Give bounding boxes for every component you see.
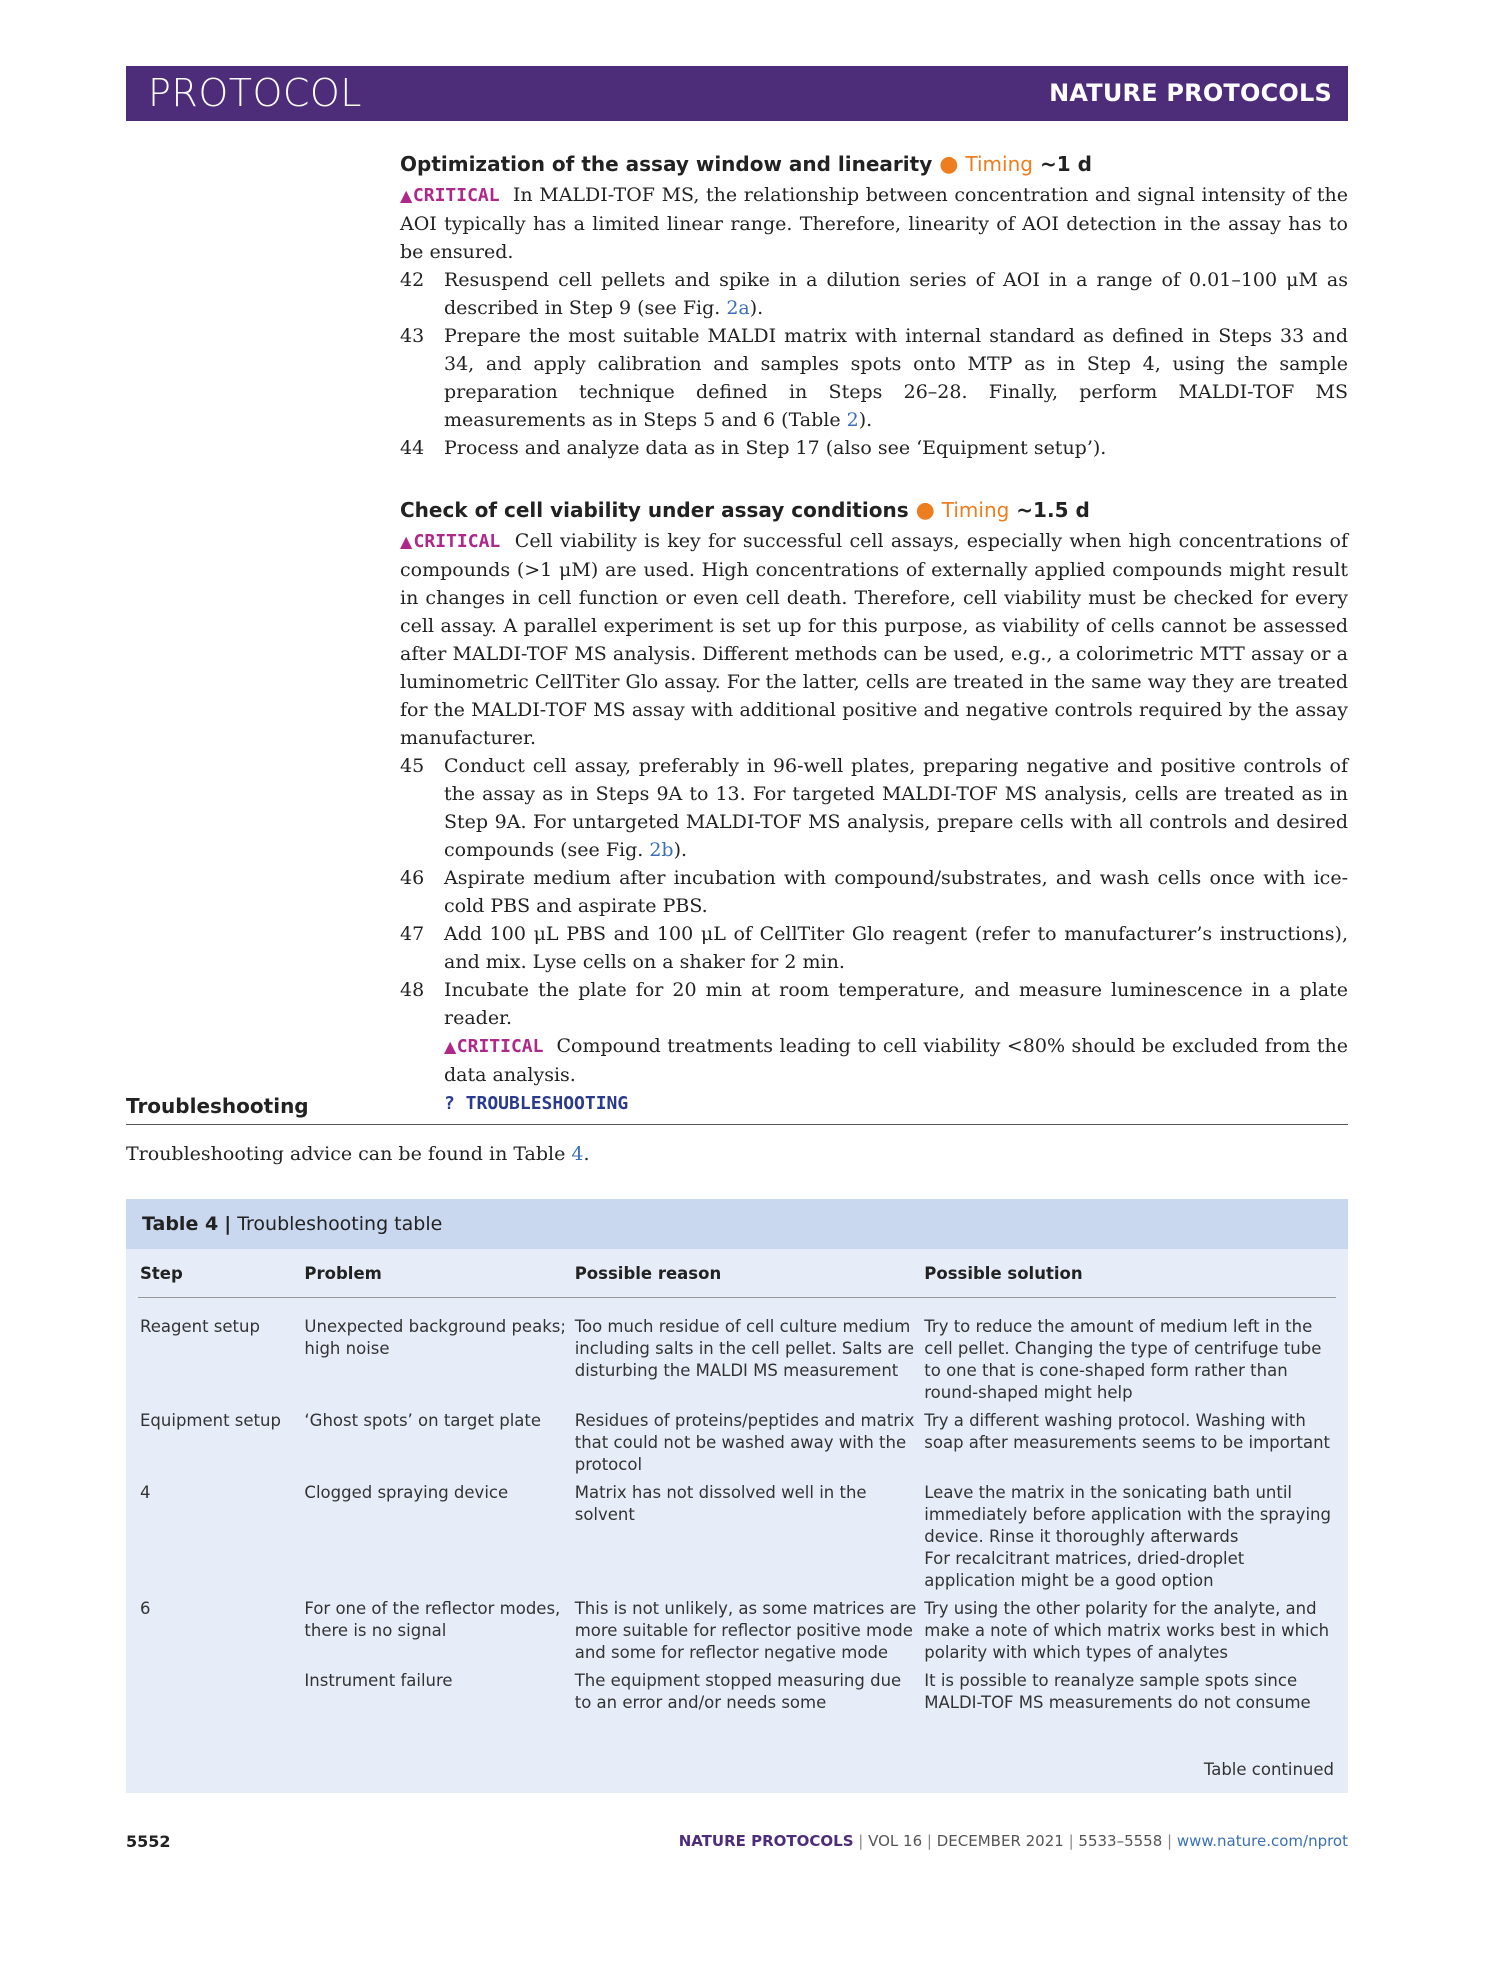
table-cell: Too much residue of cell culture medium including salts in the cell pellet. Salts are disturbing the MALDI MS measurement <box>574 1317 915 1380</box>
step-list <box>400 266 1348 462</box>
troubleshooting-heading: Troubleshooting <box>126 1094 1348 1125</box>
critical-label: CRITICAL <box>412 185 500 206</box>
step-text-end: ). <box>749 297 764 319</box>
table-title <box>126 1199 1348 1249</box>
step-number: 46 <box>400 867 425 889</box>
section-label: PROTOCOL <box>148 71 362 115</box>
section-title-text: Optimization of the assay window and linearity <box>400 152 933 176</box>
table-link[interactable]: 2 <box>846 409 859 431</box>
step-text: Aspirate medium after incubation with compound/substrates, and wash cells once with ice-cold PBS and aspirate PBS. <box>444 867 1348 917</box>
table-cell: 6 <box>140 1599 151 1618</box>
table-continued-note: Table continued <box>1203 1760 1334 1779</box>
table-cell: Instrument failure <box>304 1671 453 1690</box>
table-cell: Clogged spraying device <box>304 1483 509 1502</box>
step-item <box>400 434 1348 462</box>
column-header: Step <box>138 1249 302 1298</box>
table-cell: For one of the reflector modes, there is no signal <box>304 1599 561 1640</box>
page-header <box>126 66 1348 121</box>
timing-dot-icon: ● <box>939 152 959 177</box>
footer-pages: 5533–5558 <box>1078 1832 1163 1850</box>
table-title-separator: | <box>224 1213 232 1235</box>
column-header: Possible solution <box>922 1249 1336 1298</box>
figure-link[interactable]: 2a <box>726 297 750 319</box>
table-row <box>138 1410 1336 1482</box>
critical-triangle-icon: ▲ <box>444 1037 457 1056</box>
table-link[interactable]: 4 <box>571 1143 584 1165</box>
table-cell: Try using the other polarity for the analyte, and make a note of which matrix works best in which polarity with which types of analytes <box>924 1599 1330 1662</box>
critical-label: CRITICAL <box>413 531 501 552</box>
critical-note <box>400 527 1348 752</box>
table-cell: The equipment stopped measuring due to an error and/or needs some <box>574 1671 902 1712</box>
step-text: Prepare the most suitable MALDI matrix with internal standard as defined in Steps 33 and 34, and apply calibration and samples spots onto MTP as in Step 4, using the sample preparation technique defined in Steps 26–28. Finally, perform MALDI-TOF MS measurements as in Steps 5 and 6 (Table <box>444 325 1348 431</box>
step-text: Conduct cell assay, preferably in 96-well plates, preparing negative and positive controls of the assay as in Steps 9A to 13. For targeted MALDI-TOF MS analysis, cells are treated as in Step 9A. For untargeted MALDI-TOF MS analysis, prepare cells with all controls and desired compounds (see Fig. <box>444 755 1348 861</box>
timing-value: ~1 d <box>1039 152 1092 176</box>
troubleshooting-intro <box>126 1140 590 1168</box>
table-cell: Equipment setup <box>140 1411 281 1430</box>
table-title-text: Troubleshooting table <box>237 1213 443 1235</box>
step-text: Resuspend cell pellets and spike in a dilution series of AOI in a range of 0.01–100 μM as described in Step 9 (see Fig. <box>444 269 1348 319</box>
critical-label: CRITICAL <box>456 1036 544 1057</box>
column-header: Problem <box>302 1249 572 1298</box>
table-cell: Residues of proteins/peptides and matrix that could not be washed away with the protocol <box>574 1411 915 1474</box>
critical-triangle-icon: ▲ <box>400 532 414 551</box>
table-number: Table 4 <box>142 1213 219 1235</box>
footer-citation: NATURE PROTOCOLS | VOL 16 | DECEMBER 2021 | 5533–5558 | www.nature.com/nprot <box>678 1832 1348 1850</box>
step-item <box>400 752 1348 864</box>
step-list <box>400 752 1348 1118</box>
step-text-end: ). <box>673 839 688 861</box>
step-text: Add 100 μL PBS and 100 μL of CellTiter Glo reagent (refer to manufacturer’s instructions), and mix. Lyse cells on a shaker for 2 min. <box>444 923 1348 973</box>
intro-text-end: . <box>583 1143 590 1165</box>
section-title <box>400 496 1348 525</box>
table-row <box>138 1298 1336 1411</box>
table-cell: Try a different washing protocol. Washing with soap after measurements seems to be important <box>924 1411 1331 1452</box>
step-text: Process and analyze data as in Step 17 (also see ‘Equipment setup’). <box>444 437 1107 459</box>
critical-text: Cell viability is key for successful cell assays, especially when high concentrations of compounds (>1 μM) are used. High concentrations of externally applied compounds might result in changes in cell function or even cell death. Therefore, cell viability must be checked for every cell assay. A parallel experiment is set up for this purpose, as viability of cells cannot be assessed after MALDI-TOF MS analysis. Different methods can be used, e.g., a colorimetric MTT assay or a luminometric CellTiter Glo assay. For the latter, cells are treated in the same way they are treated for the MALDI-TOF MS assay with additional positive and negative controls required by the assay manufacturer. <box>400 530 1348 749</box>
step-text: Incubate the plate for 20 min at room temperature, and measure luminescence in a plate reader. <box>444 979 1348 1029</box>
column-header: Possible reason <box>573 1249 923 1298</box>
step-number: 48 <box>400 979 425 1001</box>
timing-label: Timing <box>965 152 1033 176</box>
critical-text: In MALDI-TOF MS, the relationship between concentration and signal intensity of the AOI typically has a limited linear range. Therefore, linearity of AOI detection in the assay has to be ensured. <box>400 184 1348 263</box>
section-cell-viability <box>400 496 1348 1118</box>
table-cell: It is possible to reanalyze sample spots since MALDI-TOF MS measurements do not consume <box>924 1671 1311 1712</box>
intro-text: Troubleshooting advice can be found in Table <box>126 1143 572 1165</box>
troubleshooting-table <box>126 1199 1348 1793</box>
table-cell: Matrix has not dissolved well in the solvent <box>574 1483 867 1524</box>
table-cell: Unexpected background peaks; high noise <box>304 1317 566 1358</box>
section-title <box>400 150 1348 179</box>
section-title-text: Check of cell viability under assay conditions <box>400 498 909 522</box>
step-text-end: ). <box>858 409 873 431</box>
step-number: 44 <box>400 437 425 459</box>
timing-value: ~1.5 d <box>1016 498 1090 522</box>
page-number: 5552 <box>126 1832 171 1851</box>
table-cell: Reagent setup <box>140 1317 260 1336</box>
table-row <box>138 1670 1336 1720</box>
step-item <box>400 920 1348 976</box>
table-cell: Try to reduce the amount of medium left in the cell pellet. Changing the type of centrifuge tube to one that is cone-shaped form rather than round-shaped might help <box>924 1317 1322 1402</box>
table-row <box>138 1482 1336 1598</box>
table-cell: Leave the matrix in the sonicating bath until immediately before application with the spraying device. Rinse it thoroughly afterwards For recalcitrant matrices, dried-droplet application might be a good option <box>924 1483 1331 1590</box>
footer-date: DECEMBER 2021 <box>936 1832 1064 1850</box>
step-item <box>400 266 1348 322</box>
step-item <box>400 864 1348 920</box>
critical-triangle-icon: ▲ <box>400 186 413 205</box>
step-number: 47 <box>400 923 425 945</box>
footer-journal: NATURE PROTOCOLS <box>678 1832 854 1850</box>
step-item <box>400 322 1348 434</box>
figure-link[interactable]: 2b <box>649 839 674 861</box>
step-number: 42 <box>400 269 425 291</box>
table-cell <box>138 1670 302 1720</box>
troubleshooting-link[interactable]: ? TROUBLESHOOTING <box>444 1093 629 1114</box>
step-number: 45 <box>400 755 425 777</box>
footer-url-link[interactable]: www.nature.com/nprot <box>1176 1832 1348 1850</box>
table-cell: 4 <box>140 1483 151 1502</box>
critical-text: Compound treatments leading to cell viability <80% should be excluded from the data analysis. <box>444 1035 1348 1086</box>
timing-label: Timing <box>941 498 1010 522</box>
table-header-row <box>138 1249 1336 1298</box>
table-cell: This is not unlikely, as some matrices are more suitable for reflector positive mode and some for reflector negative mode <box>574 1599 917 1662</box>
step-number: 43 <box>400 325 425 347</box>
journal-name: NATURE PROTOCOLS <box>1049 79 1332 107</box>
timing-dot-icon: ● <box>915 498 935 523</box>
table-row <box>138 1598 1336 1670</box>
footer-volume: VOL 16 <box>868 1832 923 1850</box>
table-cell: ‘Ghost spots’ on target plate <box>304 1411 542 1430</box>
critical-note <box>400 181 1348 266</box>
table-grid <box>138 1249 1336 1720</box>
section-assay-window <box>400 150 1348 462</box>
